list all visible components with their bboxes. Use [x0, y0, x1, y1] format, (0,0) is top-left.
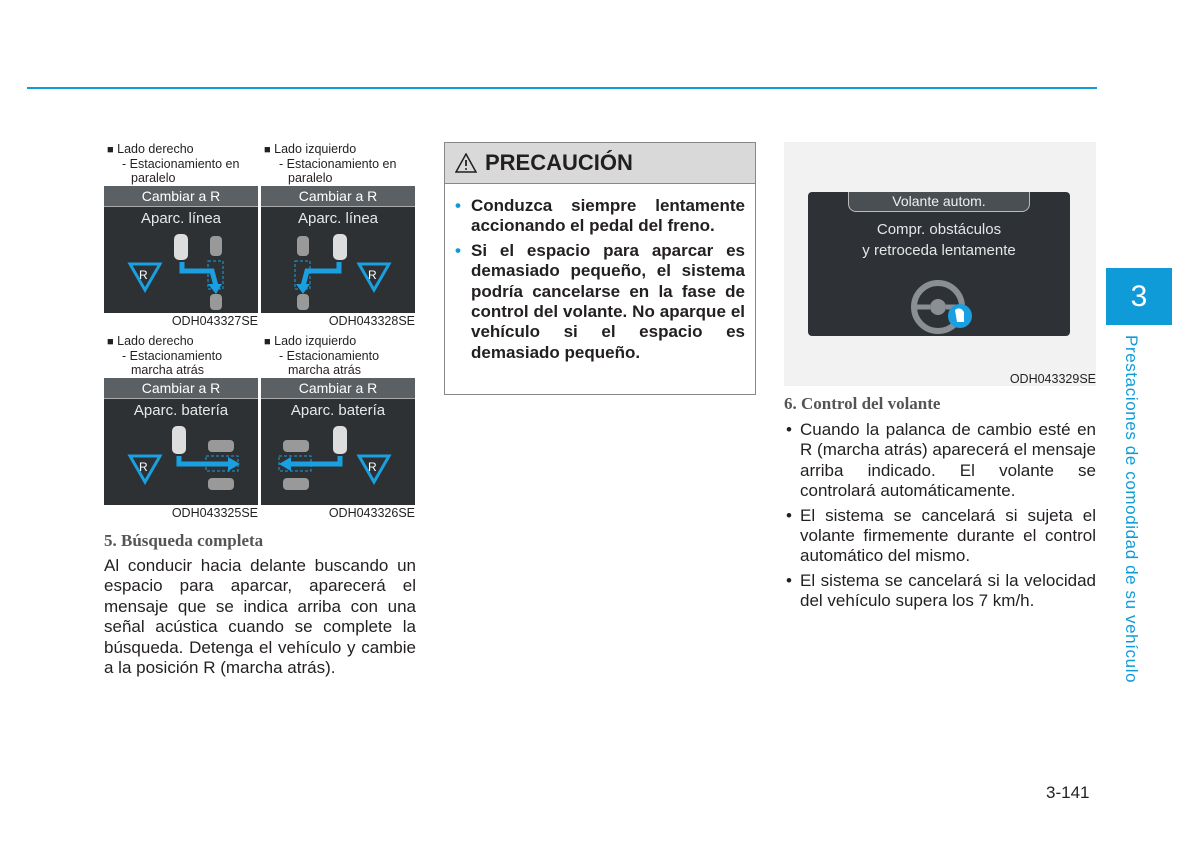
car-icon [333, 426, 347, 454]
screen-mode: Aparc. línea [297, 210, 379, 227]
parking-diagram [261, 186, 415, 313]
caution-box [444, 142, 756, 395]
parked-car-icon [283, 478, 309, 490]
parking-diagram [261, 378, 415, 505]
caution-item: • Si el espacio para aparcar es demasiado pequeño, el sistema podría cancelarse en la fase de control del volante. No aparque el vehículo si el espacio es demasiado pequeño. [455, 240, 745, 362]
figure-caption: ■ Lado izquierdo - Estacionamiento marcha atrás [264, 334, 380, 377]
path-arrow [179, 456, 230, 464]
figure-right-perpendicular [104, 334, 258, 519]
figure-caption: ■ Lado derecho - Estacionamiento marcha atrás [107, 334, 223, 377]
screen-mode: Aparc. batería [133, 402, 229, 419]
path-arrow [303, 262, 339, 286]
figure-code: ODH043326SE [328, 506, 415, 520]
figure-code: ODH043325SE [171, 506, 258, 520]
screen-mode: Aparc. batería [290, 402, 386, 419]
parked-car-icon [210, 236, 222, 256]
parking-diagram [104, 186, 258, 313]
page-number: 3-141 [1046, 783, 1090, 802]
figure-caption: ■ Lado derecho - Estacionamiento en paralelo [107, 142, 240, 185]
svg-text:R: R [139, 268, 148, 282]
screen-header: Cambiar a R [261, 186, 415, 207]
figure-left-parallel [261, 142, 415, 327]
path-arrow [182, 262, 216, 286]
list-item: • El sistema se cancelará si la velocidad del vehículo supera los 7 km/h. [786, 570, 1096, 611]
figure-code: ODH043327SE [171, 314, 258, 328]
list-item: • Cuando la palanca de cambio esté en R (marcha atrás) aparecerá el mensaje arriba indicado. El volante se controlará automáticamente. [786, 420, 1096, 501]
section-list [784, 420, 1096, 616]
screen-mode: Aparc. línea [140, 210, 222, 227]
section-body: Al conducir hacia delante buscando un espacio para aparcar, aparecerá el mensaje que se indica arriba con una señal acústica cuando se complete la búsqueda. Detenga el vehículo y cambie a la posición R (marcha atrás). [104, 556, 416, 678]
top-rule [27, 87, 1097, 89]
steering-wheel-icon [808, 192, 1070, 336]
parked-car-icon [210, 294, 222, 310]
screen-header: Cambiar a R [104, 378, 258, 399]
path-arrow [289, 456, 340, 464]
figure-left-perpendicular [261, 334, 415, 519]
car-icon [174, 234, 188, 260]
car-icon [172, 426, 186, 454]
caution-title: PRECAUCIÓN [485, 150, 633, 175]
svg-text:R: R [368, 268, 377, 282]
caution-header [445, 143, 755, 184]
section-heading: 6. Control del volante [784, 394, 941, 413]
display-tab: Volante autom. [848, 192, 1030, 212]
chapter-number-tab: 3 [1106, 268, 1172, 325]
chapter-title: Prestaciones de comodidad de su vehículo [1122, 335, 1141, 684]
parked-car-icon [208, 478, 234, 490]
screen-header: Cambiar a R [261, 378, 415, 399]
display-screen [808, 192, 1070, 336]
parked-car-icon [208, 440, 234, 452]
parked-car-icon [297, 294, 309, 310]
caution-list [445, 184, 755, 363]
figure-right-parallel [104, 142, 258, 327]
screen-header: Cambiar a R [104, 186, 258, 207]
car-icon [333, 234, 347, 260]
parking-diagram [104, 378, 258, 505]
figure-code: ODH043328SE [328, 314, 415, 328]
figure-caption: ■ Lado izquierdo - Estacionamiento en paralelo [264, 142, 397, 185]
warning-triangle-icon [455, 153, 477, 173]
display-message: Compr. obstáculos y retroceda lentamente [862, 221, 1016, 259]
parked-car-icon [297, 236, 309, 256]
figure-code: ODH043329SE [1009, 372, 1096, 386]
parked-car-icon [283, 440, 309, 452]
list-item: • El sistema se cancelará si sujeta el volante firmemente durante el control automático del mismo. [786, 505, 1096, 566]
svg-text:R: R [368, 460, 377, 474]
svg-text:R: R [139, 460, 148, 474]
caution-item: • Conduzca siempre lentamente accionando el pedal del freno. [455, 196, 745, 236]
steering-display-figure [784, 142, 1096, 386]
section-heading: 5. Búsqueda completa [104, 531, 264, 550]
